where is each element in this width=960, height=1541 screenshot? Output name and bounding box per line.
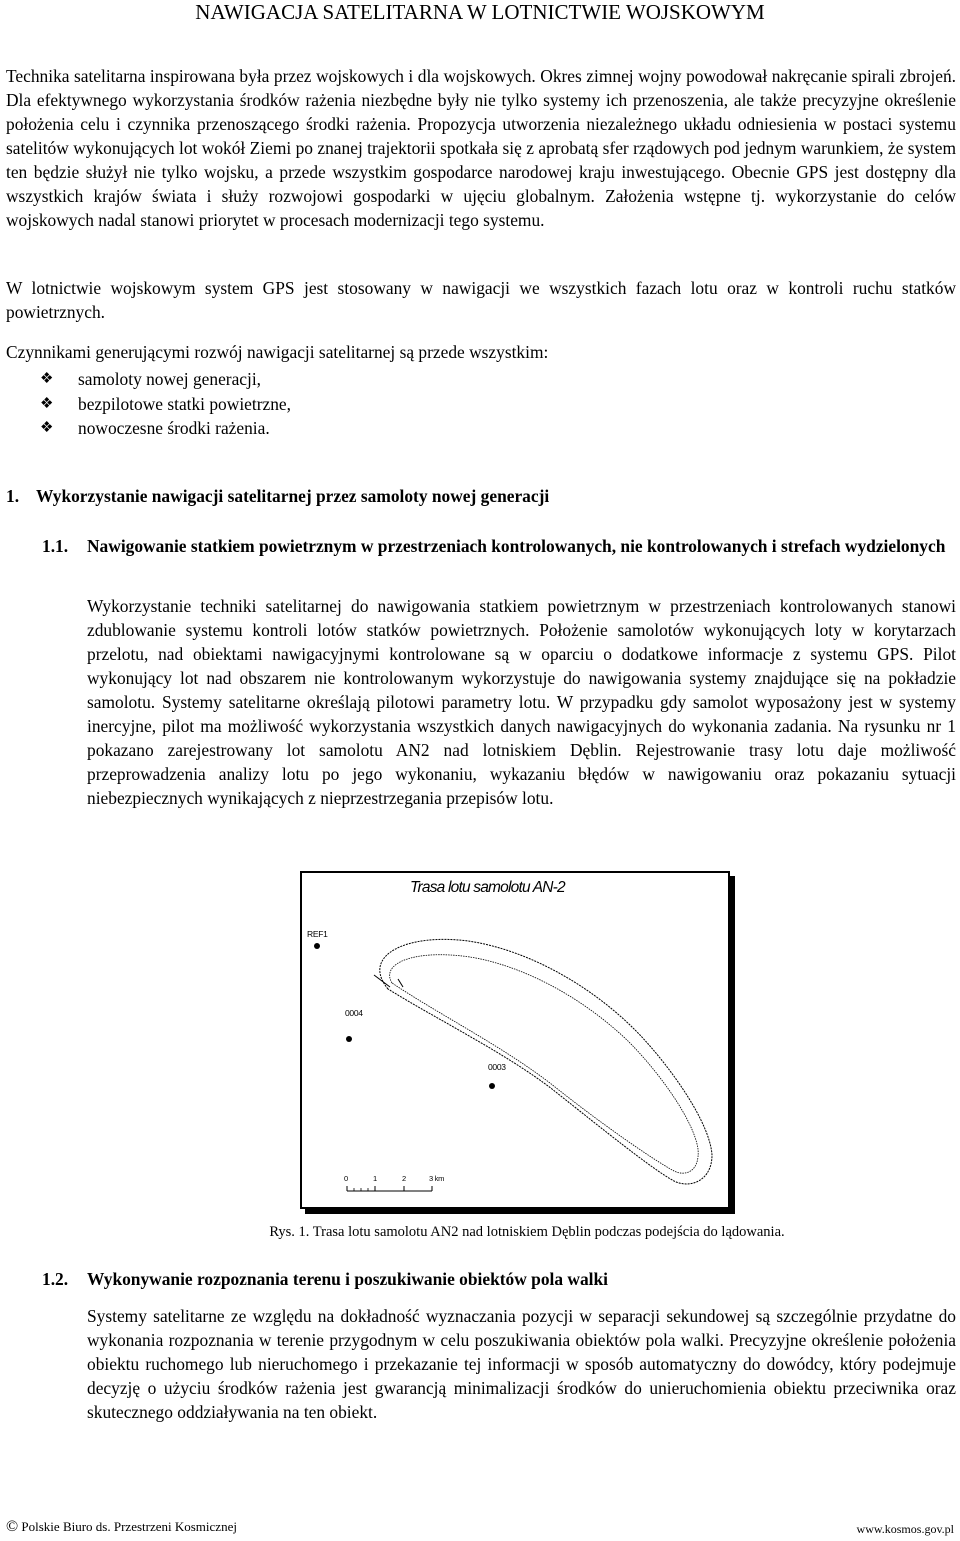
footer-url[interactable]: www.kosmos.gov.pl <box>856 1522 954 1536</box>
list-item: ❖ samoloty nowej generacji, <box>40 367 291 392</box>
section-1-1-heading <box>42 534 956 558</box>
scale-tick-label: 1 <box>373 1174 377 1183</box>
section-1-2-heading <box>42 1267 956 1291</box>
section-number: 1.2. <box>42 1269 69 1289</box>
track-tick <box>398 979 403 987</box>
waypoint-0003-marker <box>489 1083 495 1089</box>
waypoint-label: REF1 <box>307 929 328 939</box>
intro-paragraph-2: W lotnictwie wojskowym system GPS jest stosowany w nawigacji we wszystkich fazach lotu oraz w kontroli ruchu statków powietrznych. <box>6 278 956 322</box>
waypoint-label: 0003 <box>488 1062 506 1072</box>
section-number: 1. <box>6 486 20 506</box>
diamond-bullet-icon: ❖ <box>40 420 54 436</box>
waypoint-ref1-marker <box>314 943 320 949</box>
waypoint-label: 0004 <box>345 1008 363 1018</box>
section-1-2-body: Systemy satelitarne ze względu na dokładność wyznaczania pozycji w separacji sekundowej są szczególnie przydatne do wykonania rozpoznania w terenie przygodnym w celu poszukiwania obiektów pola walki. Precyzyjne określenie położenia obiektu ruchomego lub nieruchomego i przekazanie tej informacji w sposób automatyczny do dowódcy, który podejmuje decyzję o użyciu środków rażenia jest gwarancją minimalizacji środków do unieruchomienia obiektu przeciwnika oraz skutecznego oddziaływania na ten obiekt. <box>87 1306 956 1422</box>
footer-org <box>6 1519 237 1535</box>
intro-paragraph-3: Czynnikami generującymi rozwój nawigacji satelitarnej są przede wszystkim: <box>6 342 549 362</box>
footer-org-name: Polskie Biuro ds. Przestrzeni Kosmicznej <box>21 1519 237 1534</box>
factor-list <box>40 367 291 441</box>
diamond-bullet-icon: ❖ <box>40 371 54 387</box>
scale-tick-label: 2 <box>402 1174 406 1183</box>
page-title: NAWIGACJA SATELITARNA W LOTNICTWIE WOJSKOWYM <box>195 0 765 24</box>
approach-line <box>374 975 390 987</box>
copyright-icon: © <box>6 1518 19 1535</box>
scale-bar <box>347 1186 432 1191</box>
waypoint-0004-marker <box>346 1036 352 1042</box>
flight-path-map <box>300 871 735 1214</box>
figure-caption: Rys. 1. Trasa lotu samolotu AN2 nad lotniskiem Dęblin podczas podejścia do lądowania. <box>269 1224 785 1240</box>
intro-paragraph-1: Technika satelitarna inspirowana była przez wojskowych i dla wojskowych. Okres zimnej wojny powodował nakręcanie spirali zbrojeń. Dla efektywnego wykorzystania środków rażenia niezbędne były nie tylko systemy ich przenoszenia, ale także precyzyjne określenie położenia celu i czynnika przenoszącego środki rażenia. Propozycja utworzenia niezależnego układu odniesienia w postaci systemu satelitów wykonujących lot wokół Ziemi po znanej trajektorii spotkała się z aprobatą sfer rządowych pod jednym warunkiem, że system ten będzie służył nie tylko wojsku, a przede wszystkim gospodarce narodowej kraju inwestującego. Obecnie GPS jest dostępny dla wszystkich krajów świata i służy rozwojowi gospodarki w ujęciu globalnym. Założenia wstępne tj. wykorzystanie do celów wojskowych nadal stanowi priorytet w procesach modernizacji tego systemu. <box>6 66 956 230</box>
section-title: Wykonywanie rozpoznania terenu i poszukiwanie obiektów pola walki <box>87 1269 608 1289</box>
scale-tick-label: 3 km <box>429 1174 445 1183</box>
section-title: Nawigowanie statkiem powietrznym w przestrzeniach kontrolowanych, nie kontrolowanych i strefach wydzielonych <box>87 536 946 556</box>
section-title: Wykorzystanie nawigacji satelitarnej przez samoloty nowej generacji <box>36 486 550 506</box>
section-1-1-body: Wykorzystanie techniki satelitarnej do nawigowania statkiem powietrznym w przestrzeniach kontrolowanych stanowi zdublowanie systemu kontroli lotów statków powietrznych. Położenie samolotów wykonujących loty w korytarzach przelotu, nad obiektami nawigacyjnymi kontrolowane są w oparciu o dodatkowe informacje z systemu GPS. Pilot wykonujący lot nad obszarem nie kontrolowanym wykorzystuje do nawigowania systemy znajdujące się na pokładzie samolotu. Systemy satelitarne określają pilotowi parametry lotu. W przypadku gdy samolot wyposażony jest w systemy inercyjne, pilot ma możliwość wykorzystania wszystkich danych nawigacyjnych do wykonania zadania. Na rysunku nr 1 pokazano zarejestrowany lot samolotu AN2 nad lotniskiem Dęblin. Rejestrowanie trasy lotu daje możliwość przeprowadzenia analizy lotu po jego wykonaniu, wykazaniu błędów w nawigowaniu oraz pokazaniu sytuacji niebezpiecznych wynikających z nieprzestrzegania przepisów lotu. <box>87 596 956 808</box>
figure-title: Trasa lotu samolotu AN-2 <box>410 879 565 896</box>
diamond-bullet-icon: ❖ <box>40 395 54 412</box>
scale-tick-label: 0 <box>344 1174 348 1183</box>
list-item: ❖ bezpilotowe statki powietrzne, <box>40 392 291 417</box>
section-number: 1.1. <box>42 536 69 556</box>
flight-track-inner <box>390 955 699 1173</box>
flight-path-figure <box>300 871 735 1214</box>
flight-track-outer <box>380 939 712 1184</box>
section-1-heading <box>6 484 549 508</box>
list-item: ❖ nowoczesne środki rażenia. <box>40 416 291 441</box>
